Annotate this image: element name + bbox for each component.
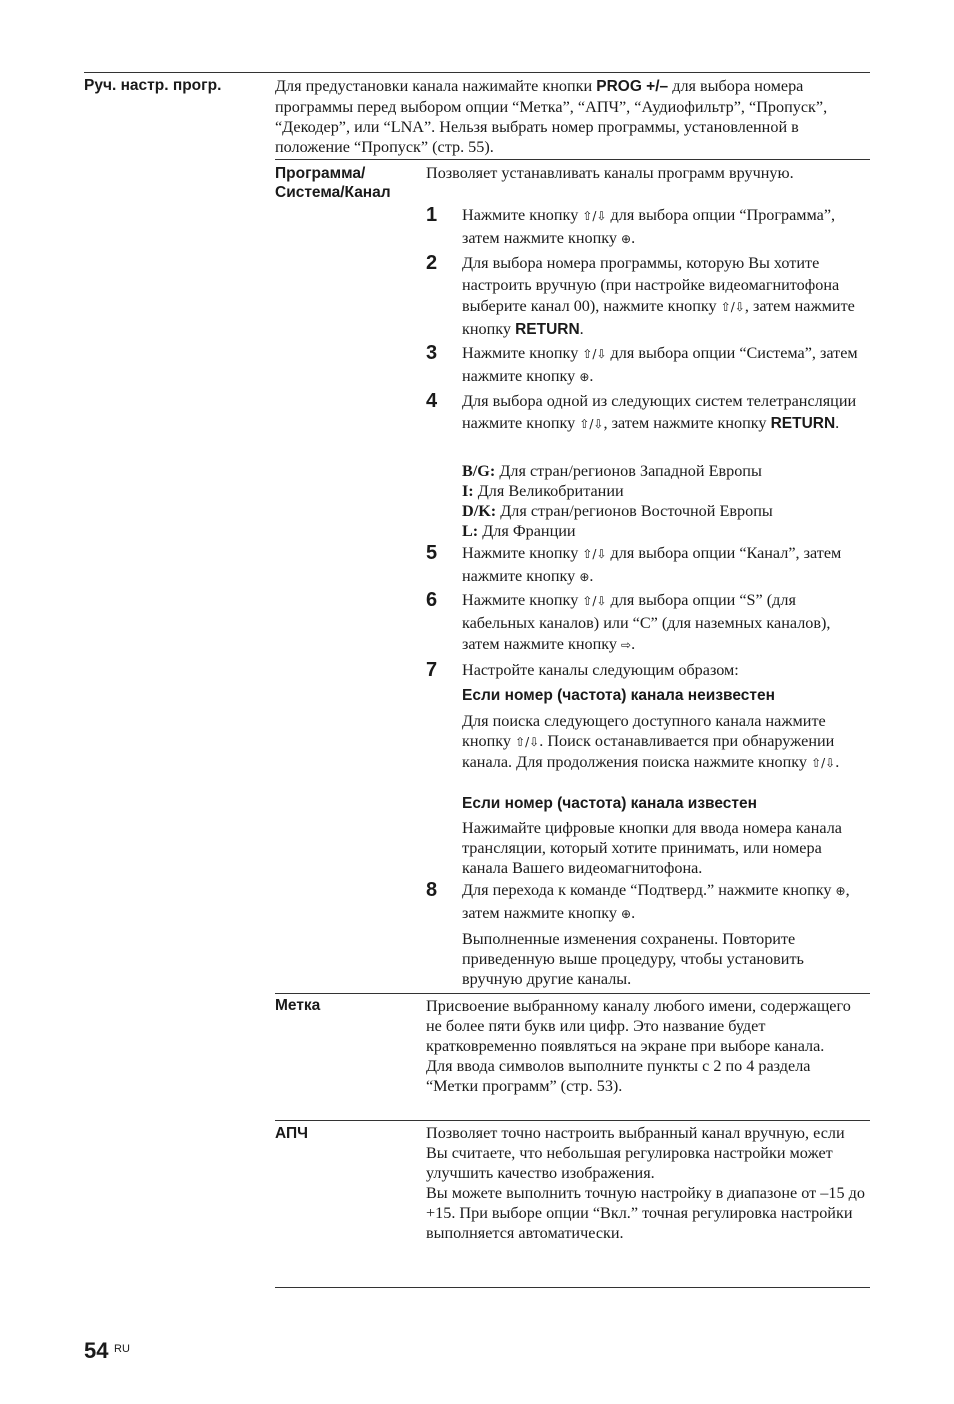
system-text: Для Франции [478,522,576,540]
unknown-text-3: . [835,753,840,771]
system-i [462,481,864,501]
step-text [462,391,864,435]
system-text: Для стран/регионов Восточной Европы [496,502,773,520]
right-arrow-icon: ⇨ [621,638,632,652]
up-down-arrow-icon: ⇧/⇩ [582,594,607,608]
step-number: 4 [426,390,438,412]
system-text: Для стран/регионов Западной Европы [495,462,762,480]
afc-item-text2: Вы можете выполнить точную настройку в диапазоне от –15 до +15. При выборе опции “Вкл.” точная регулировка настройки выполняется автоматически. [426,1184,865,1242]
step-text-a: Для выбора номера программы, которую Вы хотите настроить вручную (при настройке видеомагнитофона выберите канал 00), нажмите кнопку [462,254,840,315]
step-text-b: для выбора опции “Программа”, затем нажмите кнопку [462,206,836,247]
prog-label [275,164,391,202]
known-channel-heading: Если номер (частота) канала известен [462,795,757,812]
system-text: Для Великобритании [473,482,624,500]
prog-desc: Позволяет устанавливать каналы программ вручную. [426,164,794,182]
known-channel-text: Нажимайте цифровые кнопки для ввода номера канала трансляции, который хотите принимать, или номера канала Вашего видеомагнитофона. [462,819,842,877]
up-down-arrow-icon: ⇧/⇩ [582,209,607,223]
page-language: RU [114,1343,130,1355]
step-text [462,880,864,925]
step-text-c: . [589,366,594,385]
label-item-text2: Для ввода символов выполните пункты с 2 по 4 раздела “Метки программ” (стр. 53). [426,1057,811,1095]
bottom-rule [275,1287,870,1288]
step-text [462,543,864,588]
step-text-b: для выбора опции “S” (для кабельных каналов) или “C” (для наземных каналов), затем нажмите кнопку [462,591,831,653]
unknown-text-2: . Поиск останавливается при обнаружении канала. Для продолжения поиска нажмите кнопку [462,732,835,771]
step-text-a: Нажмите кнопку [462,344,583,362]
up-down-arrow-icon: ⇧/⇩ [582,347,607,361]
up-down-arrow-icon: ⇧/⇩ [811,756,836,770]
step-text-a: Нажмите кнопку [462,544,583,562]
step-text-c: . [631,635,636,653]
system-code: D/K: [462,502,497,520]
up-down-arrow-icon: ⇧/⇩ [515,735,540,749]
step-text-a: Для выбора одной из следующих систем телетрансляции нажмите кнопку [462,392,857,432]
afc-item-label: АПЧ [275,1125,309,1142]
unknown-channel-text [462,711,864,773]
system-bg [462,461,864,481]
step-text [462,205,864,250]
enter-circle-icon: ⊕ [621,906,632,921]
system-code: I: [462,482,474,500]
step-text-b: для выбора опции “Канал”, затем нажмите кнопку [462,544,842,585]
up-down-arrow-icon: ⇧/⇩ [579,416,604,431]
step-text-b: , затем нажмите кнопку [603,413,771,432]
step-text: Настройте каналы следующим образом: [462,661,739,679]
system-dk [462,501,864,521]
return-button-ref: RETURN [770,414,836,432]
intro-text-1: Для предустановки канала нажимайте кнопки [275,77,597,95]
label-item-text1: Присвоение выбранному каналу любого имени, содержащего не более пяти букв или цифр. Это название будет кратковременно появляться на экране при выборе канала. [426,997,851,1055]
afc-item-text1: Позволяет точно настроить выбранный канал вручную, если Вы считаете, что небольшая регулировка настройки может улучшить качество изображения. [426,1124,845,1182]
unknown-text-1: Для поиска следующего доступного канала нажмите кнопку [462,712,826,750]
step-text [462,253,864,340]
prog-label-line2: Система/Канал [275,184,391,201]
enter-circle-icon: ⊕ [579,369,590,384]
up-down-arrow-icon: ⇧/⇩ [720,300,745,314]
step-text-b: , затем нажмите кнопку [462,881,850,922]
step-number: 7 [426,659,438,681]
step-number: 3 [426,342,438,364]
step-text-b: для выбора опции “Система”, затем нажмите кнопку [462,344,858,385]
system-code: L: [462,522,479,540]
step-number: 1 [426,204,438,226]
step-text-c: . [631,228,636,247]
label-item-desc [426,996,866,1096]
step-text-a: Нажмите кнопку [462,206,583,224]
step-number: 6 [426,589,438,611]
prog-label-line1: Программа/ [275,165,366,182]
step-text-c: . [589,566,594,585]
step-text-c: . [579,319,584,338]
intro-prog-button-ref: PROG +/– [596,78,669,95]
intro-text-2: для выбора номера программы перед выбором опции “Метка”, “АПЧ”, “Аудиофильтр”, “Пропуск”, “Декодер”, или “LNA”. Нельзя выбрать номер программы, установленной в положение “Пропуск” (стр. 55). [275,77,828,156]
enter-circle-icon: ⊕ [621,231,632,246]
rule-afc [275,1120,870,1121]
afc-item-desc [426,1123,866,1243]
enter-circle-icon: ⊕ [579,569,590,584]
systems-list [462,461,864,541]
unknown-channel-heading: Если номер (частота) канала неизвестен [462,687,775,704]
step-text-c: . [835,413,840,432]
rule-prog [275,159,870,160]
return-button-ref: RETURN [515,320,580,338]
step-text [462,343,864,388]
step-text [462,590,864,657]
step-number: 2 [426,252,438,274]
enter-circle-icon: ⊕ [835,884,846,898]
step-number: 8 [426,879,438,901]
rule-label [275,993,870,994]
step-text-c: . [631,903,636,922]
label-item-label: Метка [275,997,321,1014]
step-number: 5 [426,542,438,564]
section-label: Руч. настр. прогр. [84,77,222,94]
result-text: Выполненные изменения сохранены. Повторите приведенную выше процедуру, чтобы установить вручную другие каналы. [462,930,804,988]
system-l [462,521,864,541]
up-down-arrow-icon: ⇧/⇩ [582,547,607,561]
step-text-b: , затем нажмите кнопку [462,297,855,338]
section-intro [275,76,875,157]
system-code: B/G: [462,462,496,480]
step-text-a: Для перехода к команде “Подтверд.” нажмите кнопку [462,881,836,899]
step-text-a: Нажмите кнопку [462,591,583,609]
top-rule [84,72,870,73]
page-number: 54 [84,1338,109,1363]
